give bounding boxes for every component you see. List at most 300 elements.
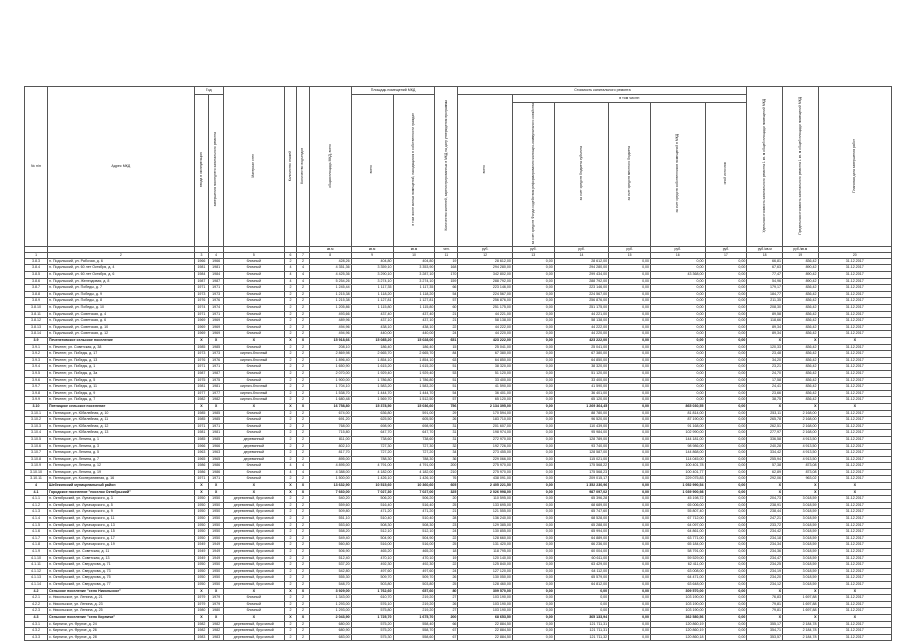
table-cell: 3 929,00	[309, 588, 351, 595]
table-cell: 33 400,00	[554, 377, 608, 384]
table-cell: 4	[297, 278, 310, 285]
table-cell: 63 648,00	[651, 581, 705, 588]
table-row	[25, 377, 892, 384]
table-cell: 1950	[209, 581, 224, 588]
table-cell: 1 269 364,45	[554, 403, 608, 410]
table-cell: 788,30	[393, 456, 435, 463]
table-cell: Х	[782, 489, 818, 496]
table-cell: 2	[297, 443, 310, 450]
table-cell: 204,73	[747, 496, 783, 503]
table-cell: 0,00	[651, 324, 705, 331]
table-cell: 727,20	[351, 450, 393, 457]
table-cell: 0,00	[609, 463, 651, 470]
table-cell: деревянный, брусчатый	[223, 535, 284, 542]
table-cell: 67 380,00	[458, 351, 512, 358]
table-cell: 0,00	[512, 496, 554, 503]
table-cell: 4 791,00	[351, 463, 393, 470]
table-cell: 2 184,78	[782, 634, 818, 641]
table-cell: 1980	[209, 608, 224, 615]
table-cell: 558,20	[309, 529, 351, 536]
table-cell: 647,70	[351, 430, 393, 437]
table-cell: 516,00	[393, 542, 435, 549]
table-row	[25, 621, 892, 628]
table-cell: 229 075,83	[651, 476, 705, 483]
table-cell: 31	[435, 430, 458, 437]
table-cell: деревянный, брусчатый	[223, 509, 284, 516]
table-cell: 2	[297, 496, 310, 503]
column-number-cell: 6	[284, 252, 297, 258]
table-cell: 1950	[209, 575, 224, 582]
table-cell: 125 840,00	[458, 562, 512, 569]
table-cell: 33 400,00	[458, 377, 512, 384]
table-cell: 120 860,18	[651, 634, 705, 641]
table-cell: 192 726,00	[458, 443, 512, 450]
table-cell: 115 021,00	[554, 456, 608, 463]
table-cell: 4 351,36	[309, 265, 351, 272]
header-other-label: иной источник	[723, 162, 728, 185]
table-cell: 31.12.2017	[818, 621, 891, 628]
table-cell: 512,40	[309, 555, 351, 562]
table-cell: 4	[297, 265, 310, 272]
table-cell: 118,66	[747, 318, 783, 325]
table-cell: 200	[435, 614, 458, 621]
table-cell: блочный	[223, 272, 284, 279]
table-cell: Х	[747, 338, 783, 345]
table-cell: п. Печенег, ул. Победы, д. 5	[48, 377, 195, 384]
table-cell: 22 884,50	[458, 621, 512, 628]
table-cell: 2	[284, 331, 297, 338]
table-cell: 2	[284, 397, 297, 404]
column-number-cell: 11	[435, 252, 458, 258]
table-cell: 98 986,00	[651, 443, 705, 450]
table-cell: п. Пятницкое, ул. Ленина, д. 3	[48, 443, 195, 450]
table-cell: 1950	[209, 535, 224, 542]
table-cell: 2 184,78	[782, 628, 818, 635]
table-cell: 2	[297, 575, 310, 582]
table-cell: 64 471,00	[651, 575, 705, 582]
table-cell: 0,00	[705, 272, 747, 279]
table-cell: деревянный	[223, 436, 284, 443]
table-cell: 65 006,00	[651, 502, 705, 509]
table-cell: 836,42	[782, 258, 818, 265]
table-cell: Х	[782, 403, 818, 410]
table-cell: 3 018,59	[782, 496, 818, 503]
table-cell: 2	[284, 410, 297, 417]
table-cell: 3 018,59	[782, 575, 818, 582]
table-cell: 0,00	[705, 430, 747, 437]
table-cell: 0,00	[651, 258, 705, 265]
table-cell: 4.2.1	[25, 595, 48, 602]
table-cell: 0,00	[705, 443, 747, 450]
table-cell: 0,00	[705, 265, 747, 272]
table-cell: 36 401,00	[554, 390, 608, 397]
table-cell: 2	[297, 390, 310, 397]
table-cell: блочный	[223, 291, 284, 298]
table-cell: 1 500,00	[309, 476, 351, 483]
table-cell: 3.9.8	[25, 390, 48, 397]
table-cell: 3.8.7	[25, 285, 48, 292]
table-cell: 3 290,10	[351, 272, 393, 279]
table-cell: блочный	[223, 258, 284, 265]
table-cell: п. Подольский, ул. 60 лет Октября, д. 4	[48, 265, 195, 272]
table-cell: 471,20	[351, 509, 393, 516]
table-cell: 1 052 990,54	[651, 483, 705, 490]
table-cell: 7 660,00	[309, 489, 351, 496]
table-cell: 29	[435, 410, 458, 417]
table-cell: 299 434,00	[554, 272, 608, 279]
table-cell: Х	[209, 483, 224, 490]
table-cell: 559,60	[309, 502, 351, 509]
table-cell: 0,00	[705, 364, 747, 371]
table-cell: 0,00	[651, 291, 705, 298]
table-cell: 1950	[194, 581, 209, 588]
table-cell: 1 896,40	[309, 357, 351, 364]
table-cell: 0,00	[609, 278, 651, 285]
table-cell: 3.9.5	[25, 370, 48, 377]
table-cell: 251 175,00	[458, 305, 512, 312]
table-cell: 647,70	[393, 430, 435, 437]
table-cell: 2	[284, 542, 297, 549]
table-cell: Х	[209, 614, 224, 621]
table-cell: Х	[747, 489, 783, 496]
table-cell: 836,42	[782, 364, 818, 371]
table-cell: 2	[297, 397, 310, 404]
table-cell: 63 429,00	[554, 562, 608, 569]
table-cell: 0,00	[609, 529, 651, 536]
table-cell: 31.12.2017	[818, 364, 891, 371]
table-cell: 3.10.2	[25, 417, 48, 424]
table-cell: 10 360,60	[393, 483, 435, 490]
table-cell: 1981	[194, 430, 209, 437]
table-cell: 1975	[194, 377, 209, 384]
table-cell: 4.1.4	[25, 516, 48, 523]
table-cell: 65 184,00	[651, 542, 705, 549]
table-cell: 1950	[209, 509, 224, 516]
table-cell: 437,40	[351, 311, 393, 318]
table-cell: 110 439,00	[554, 423, 608, 430]
table-cell: 560,80	[309, 542, 351, 549]
table-cell: 836,42	[782, 291, 818, 298]
table-cell: 516,40	[393, 502, 435, 509]
table-cell: 103 190,00	[458, 608, 512, 615]
table-cell: 4 895,00	[309, 463, 351, 470]
table-cell: 31	[435, 423, 458, 430]
table-cell: 103 190,00	[651, 601, 705, 608]
table-cell: 57	[435, 397, 458, 404]
table-cell: 0,00	[651, 331, 705, 338]
table-cell: 131 420,00	[458, 542, 512, 549]
table-cell: 68 653,50	[458, 614, 512, 621]
table-cell: 2	[297, 410, 310, 417]
table-cell: 4	[284, 265, 297, 272]
table-cell: 0,00	[609, 450, 651, 457]
table-cell: 1977	[194, 390, 209, 397]
table-cell: 440,00	[393, 331, 435, 338]
table-cell: 0,00	[705, 258, 747, 265]
table-row	[25, 285, 892, 292]
table-cell: 2	[297, 502, 310, 509]
table-cell: 3.10.1	[25, 410, 48, 417]
table-cell: 2	[297, 601, 310, 608]
table-row	[25, 318, 892, 325]
table-cell: 0,00	[609, 489, 651, 496]
table-cell: 2	[284, 443, 297, 450]
table-cell: 2	[284, 285, 297, 292]
table-cell: 1950	[209, 496, 224, 503]
table-cell: 0,00	[609, 568, 651, 575]
table-cell: 1986	[209, 469, 224, 476]
table-cell: 1 039 900,98	[651, 489, 705, 496]
table-cell: 0,00	[609, 621, 651, 628]
table-cell: 31.12.2017	[818, 311, 891, 318]
table-cell: 103 190,00	[651, 595, 705, 602]
table-cell: 31.12.2017	[818, 608, 891, 615]
table-cell: 102 990,00	[651, 430, 705, 437]
table-header	[25, 87, 892, 259]
table-row	[25, 476, 892, 483]
table-row	[25, 298, 892, 305]
table-cell: 1969	[194, 318, 209, 325]
table-cell: 31.12.2017	[818, 285, 891, 292]
table-cell: 558,60	[393, 634, 435, 641]
table-row	[25, 291, 892, 298]
table-cell: 551,10	[309, 516, 351, 523]
table-cell: 836,42	[782, 384, 818, 391]
header-area-all-label: всего	[369, 165, 374, 174]
table-cell: 238,44	[747, 509, 783, 516]
table-cell: блочный	[223, 410, 284, 417]
table-cell: 756	[435, 403, 458, 410]
table-cell: 4	[297, 469, 310, 476]
table-cell: 159	[435, 278, 458, 285]
table-cell: 0,00	[512, 285, 554, 292]
table-cell: 3.9.9	[25, 397, 48, 404]
table-cell: 54,96	[747, 278, 783, 285]
table-cell: 4	[284, 272, 297, 279]
table-cell: 1977	[209, 390, 224, 397]
table-cell: 1969	[209, 324, 224, 331]
table-cell: 234,18	[747, 535, 783, 542]
table-cell: 43 368,00	[651, 272, 705, 279]
table-cell: п. Подольский, ул. Советская, д. 10	[48, 324, 195, 331]
table-row	[25, 430, 892, 437]
table-cell: 509,80	[309, 509, 351, 516]
table-cell: 575,20	[351, 621, 393, 628]
table-cell: 836,42	[782, 305, 818, 312]
table-cell: 1973	[209, 351, 224, 358]
table-cell: 1981	[194, 265, 209, 272]
table-cell: Х	[284, 614, 297, 621]
table-cell: 0,00	[705, 555, 747, 562]
table-cell: кирпич-блочный	[223, 384, 284, 391]
table-cell: 31.12.2017	[818, 331, 891, 338]
table-cell: 234,34	[747, 542, 783, 549]
table-cell: 2	[297, 344, 310, 351]
table-cell: 1 117,35	[351, 285, 393, 292]
table-cell: 2	[297, 423, 310, 430]
table-cell: 4.3.2	[25, 628, 48, 635]
table-cell: 4	[284, 469, 297, 476]
table-cell: 201 607,00	[458, 423, 512, 430]
table-cell: 186,40	[351, 344, 393, 351]
table-cell: 503,80	[351, 581, 393, 588]
table-cell: 1986	[209, 463, 224, 470]
table-cell: 1 762,60	[351, 588, 393, 595]
table-cell: 0,00	[609, 351, 651, 358]
table-cell: 76	[435, 476, 458, 483]
table-cell: 128 660,00	[458, 535, 512, 542]
table-cell: 65 747,60	[554, 509, 608, 516]
table-cell: 0,00	[609, 364, 651, 371]
table-cell: Х	[223, 338, 284, 345]
table-row	[25, 456, 892, 463]
table-cell: 15 085,20	[351, 338, 393, 345]
table-cell: 234,42	[747, 529, 783, 536]
table-row	[25, 601, 892, 608]
table-cell: 25	[435, 542, 458, 549]
table-row	[25, 390, 892, 397]
table-cell: 0,00	[512, 588, 554, 595]
table-cell: 2	[284, 522, 297, 529]
table-cell: 2	[284, 549, 297, 556]
table-cell: 437,40	[393, 311, 435, 318]
table-cell: 136 240,00	[458, 516, 512, 523]
table-cell: 63 771,00	[651, 535, 705, 542]
table-cell: 1971	[209, 285, 224, 292]
column-number-cell: 17	[705, 252, 747, 258]
table-cell: 0,00	[705, 476, 747, 483]
table-cell: 89,34	[747, 331, 783, 338]
header-residents	[435, 87, 458, 247]
table-cell: 51	[435, 384, 458, 391]
table-cell: 0,00	[512, 291, 554, 298]
table-cell: 110 595,00	[458, 496, 512, 503]
table-cell: 512,10	[393, 529, 435, 536]
table-cell: п. Октябрьский, ул. Луначарского, д. 17	[48, 535, 195, 542]
table-cell: 219,20	[393, 601, 435, 608]
table-cell: 127 120,00	[458, 568, 512, 575]
table-cell: 2	[284, 344, 297, 351]
table-cell: 509,70	[351, 575, 393, 582]
table-row	[25, 436, 892, 443]
table-cell: 0,00	[512, 549, 554, 556]
table-cell: 2	[297, 357, 310, 364]
table-cell: 25	[435, 502, 458, 509]
table-cell: 0,00	[705, 522, 747, 529]
table-cell: 0,00	[705, 305, 747, 312]
table-cell: 0,00	[705, 614, 747, 621]
table-cell: 3.9.7	[25, 384, 48, 391]
table-cell: 2	[284, 258, 297, 265]
table-row	[25, 575, 892, 582]
table-cell: п. Печенег, ул. Победы, д. 9	[48, 390, 195, 397]
table-cell: Х	[818, 489, 891, 496]
table-cell: 0,00	[609, 502, 651, 509]
header-col-address: Адрес МКД	[48, 87, 195, 247]
table-cell: 4.1.10	[25, 555, 48, 562]
table-cell: 1 725,70	[351, 614, 393, 621]
table-cell: п. Пятницкое, ул. Ленина, д. 7	[48, 456, 195, 463]
table-cell: 1980	[194, 608, 209, 615]
table-cell: 22	[435, 562, 458, 569]
table-cell: 2	[284, 291, 297, 298]
table-cell: 0,00	[609, 285, 651, 292]
table-cell: 2	[297, 516, 310, 523]
table-cell: 0,00	[651, 397, 705, 404]
table-cell: 1 115,80	[393, 305, 435, 312]
table-cell: 170 594,00	[458, 410, 512, 417]
table-cell: 489,96	[309, 318, 351, 325]
table-cell: 353,57	[747, 634, 783, 641]
table-cell: 2	[284, 621, 297, 628]
table-cell: 130 050,00	[458, 575, 512, 582]
table-cell: 1949	[194, 555, 209, 562]
table-cell: 121 711,32	[554, 634, 608, 641]
table-cell: п. Подольский, ул. Победы, д. 9	[48, 291, 195, 298]
table-cell: 1 215,38	[309, 291, 351, 298]
table-cell: 255,94	[747, 456, 783, 463]
table-cell: 0,00	[705, 535, 747, 542]
table-cell: 2	[284, 436, 297, 443]
table-cell: 2	[284, 516, 297, 523]
table-cell: кирпич-блочный	[223, 390, 284, 397]
table-cell: 4	[284, 463, 297, 470]
table-cell: 2	[297, 384, 310, 391]
table-cell: 0,00	[512, 311, 554, 318]
table-cell: 4 913,50	[782, 450, 818, 457]
table-cell: 470,10	[393, 555, 435, 562]
table-cell: 508,30	[393, 522, 435, 529]
table-cell: Х	[194, 403, 209, 410]
table-cell: 38 320,00	[554, 364, 608, 371]
table-cell: 1 426,10	[351, 476, 393, 483]
table-cell: 31.12.2017	[818, 568, 891, 575]
table-row	[25, 272, 892, 279]
table-cell: блочный	[223, 377, 284, 384]
table-cell: 0,00	[609, 272, 651, 279]
table-cell: 31.12.2017	[818, 535, 891, 542]
table-cell: 59 529,00	[651, 555, 705, 562]
table-cell: п. Октябрьский, ул. Луначарского, д. 5	[48, 502, 195, 509]
table-cell: 62 411,00	[651, 562, 705, 569]
table-cell: 3.8.9	[25, 298, 48, 305]
table-cell: 0,00	[609, 535, 651, 542]
table-cell: 437,10	[393, 318, 435, 325]
table-cell: Х	[818, 338, 891, 345]
table-cell: 0,00	[609, 483, 651, 490]
table-cell: 3.9.3	[25, 357, 48, 364]
table-cell: 2 168,00	[782, 430, 818, 437]
table-cell: 31.12.2017	[818, 456, 891, 463]
table-cell: 67	[435, 634, 458, 641]
table-cell: 0,00	[512, 397, 554, 404]
table-cell: 103 190,00	[458, 595, 512, 602]
table-cell: деревянный, брусчатый	[223, 529, 284, 536]
table-cell: 96 520,00	[554, 417, 608, 424]
table-cell: 2	[297, 549, 310, 556]
table-cell: 0,00	[705, 397, 747, 404]
table-cell: 1 444,70	[393, 390, 435, 397]
table-cell: 0,00	[512, 463, 554, 470]
table-cell: 0,00	[609, 443, 651, 450]
table-cell: 506,20	[351, 496, 393, 503]
table-cell: 0,00	[705, 291, 747, 298]
table-cell: 251 175,00	[554, 305, 608, 312]
table-cell: 0,00	[609, 370, 651, 377]
table-cell: 3 274,10	[393, 278, 435, 285]
table-cell: 558,40	[393, 621, 435, 628]
table-cell: 168	[435, 265, 458, 272]
